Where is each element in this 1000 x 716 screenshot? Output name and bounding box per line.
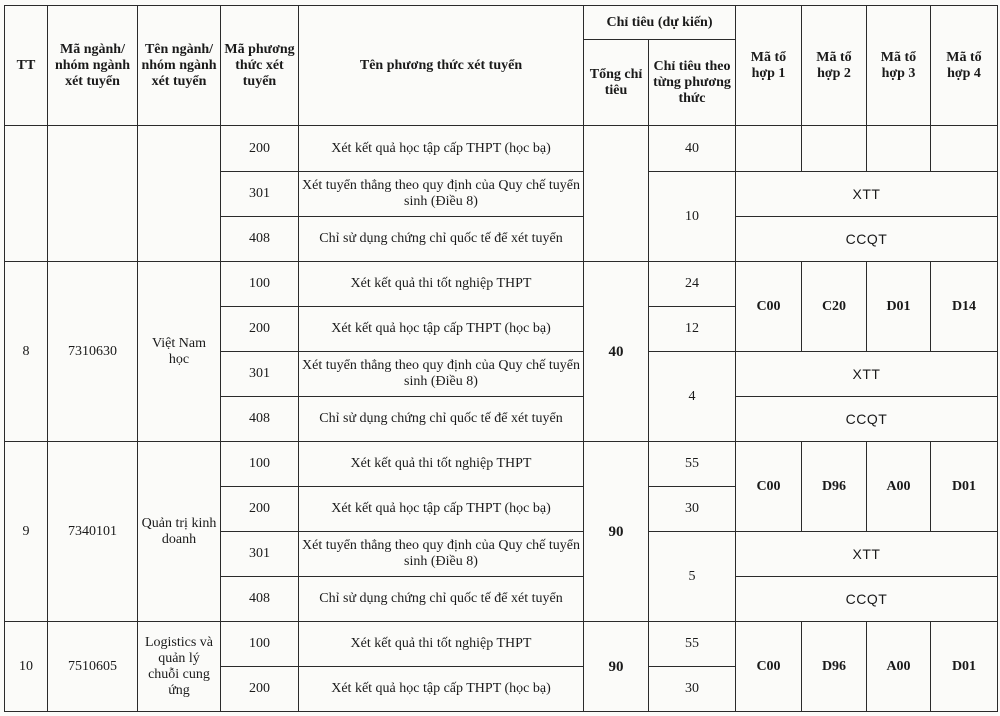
header-chi-tieu-tung-phuong-thuc: Chỉ tiêu theo từng phương thức [649,40,736,126]
combo-4: D14 [931,262,998,352]
cell-ma-empty [48,126,138,262]
program-total-quota: 90 [584,442,649,622]
xtt-note: XTT [736,532,998,577]
method-code: 200 [221,126,299,172]
header-row-1 [5,6,998,40]
method-quota: 12 [649,307,736,352]
method-name: Xét tuyển thẳng theo quy định của Quy chế tuyển sinh (Điều 8) [299,172,584,217]
program-tt: 8 [5,262,48,442]
header-tt: TT [5,6,48,126]
combo-2: C20 [802,262,867,352]
cell-tong-empty [584,126,649,262]
header-ten-phuong-thuc: Tên phương thức xét tuyển [299,6,584,126]
header-ma-phuong-thuc: Mã phương thức xét tuyển [221,6,299,126]
table-row [5,622,998,667]
method-code: 301 [221,352,299,397]
method-name: Xét kết quả thi tốt nghiệp THPT [299,262,584,307]
combo-2: D96 [802,442,867,532]
method-name: Xét tuyển thẳng theo quy định của Quy chế tuyển sinh (Điều 8) [299,352,584,397]
method-code: 301 [221,172,299,217]
program-code: 7510605 [48,622,138,712]
cell-combo-empty [736,126,802,172]
program-code: 7310630 [48,262,138,442]
method-code: 408 [221,577,299,622]
header-chi-tieu: Chỉ tiêu (dự kiến) [584,6,736,40]
header-ma-nganh: Mã ngành/ nhóm ngành xét tuyển [48,6,138,126]
cell-tt-empty [5,126,48,262]
cell-ten-empty [138,126,221,262]
shared-quota: 10 [649,172,736,262]
method-code: 301 [221,532,299,577]
header-to-hop-1: Mã tổ hợp 1 [736,6,802,126]
cell-combo-empty [867,126,931,172]
method-name: Xét kết quả thi tốt nghiệp THPT [299,442,584,487]
method-code: 200 [221,487,299,532]
table-row [5,262,998,307]
xtt-note: XTT [736,352,998,397]
combo-3: D01 [867,262,931,352]
method-name: Xét kết quả học tập cấp THPT (học bạ) [299,487,584,532]
combo-2: D96 [802,622,867,712]
shared-quota: 5 [649,532,736,622]
program-total-quota: 40 [584,262,649,442]
header-to-hop-3: Mã tổ hợp 3 [867,6,931,126]
method-code: 100 [221,622,299,667]
cell-combo-empty [802,126,867,172]
method-name: Xét kết quả học tập cấp THPT (học bạ) [299,307,584,352]
method-code: 200 [221,307,299,352]
program-tt: 9 [5,442,48,622]
method-code: 200 [221,667,299,712]
method-code: 408 [221,397,299,442]
method-quota: 24 [649,262,736,307]
method-quota: 55 [649,442,736,487]
program-name: Việt Nam học [138,262,221,442]
method-code: 100 [221,442,299,487]
table-row [5,126,998,172]
program-total-quota: 90 [584,622,649,712]
method-name: Xét kết quả thi tốt nghiệp THPT [299,622,584,667]
header-to-hop-4: Mã tổ hợp 4 [931,6,998,126]
ccqt-note: CCQT [736,217,998,262]
combo-1: C00 [736,442,802,532]
program-tt: 10 [5,622,48,712]
shared-quota: 4 [649,352,736,442]
combo-3: A00 [867,622,931,712]
admissions-table [4,5,998,712]
method-name: Chỉ sử dụng chứng chỉ quốc tế để xét tuyển [299,217,584,262]
program-code: 7340101 [48,442,138,622]
method-name: Xét kết quả học tập cấp THPT (học bạ) [299,126,584,172]
method-quota: 40 [649,126,736,172]
header-ten-nganh: Tên ngành/ nhóm ngành xét tuyển [138,6,221,126]
method-quota: 55 [649,622,736,667]
table-row [5,442,998,487]
combo-4: D01 [931,622,998,712]
header-tong-chi-tieu: Tổng chỉ tiêu [584,40,649,126]
ccqt-note: CCQT [736,397,998,442]
combo-1: C00 [736,262,802,352]
program-name: Quản trị kinh doanh [138,442,221,622]
xtt-note: XTT [736,172,998,217]
method-name: Xét kết quả học tập cấp THPT (học bạ) [299,667,584,712]
method-code: 408 [221,217,299,262]
header-to-hop-2: Mã tổ hợp 2 [802,6,867,126]
combo-3: A00 [867,442,931,532]
combo-1: C00 [736,622,802,712]
method-code: 100 [221,262,299,307]
method-name: Chỉ sử dụng chứng chỉ quốc tế để xét tuyển [299,577,584,622]
method-quota: 30 [649,487,736,532]
combo-4: D01 [931,442,998,532]
program-name: Logistics và quản lý chuỗi cung ứng [138,622,221,712]
cell-combo-empty [931,126,998,172]
method-name: Xét tuyển thẳng theo quy định của Quy chế tuyển sinh (Điều 8) [299,532,584,577]
method-name: Chỉ sử dụng chứng chỉ quốc tế để xét tuyển [299,397,584,442]
ccqt-note: CCQT [736,577,998,622]
method-quota: 30 [649,667,736,712]
